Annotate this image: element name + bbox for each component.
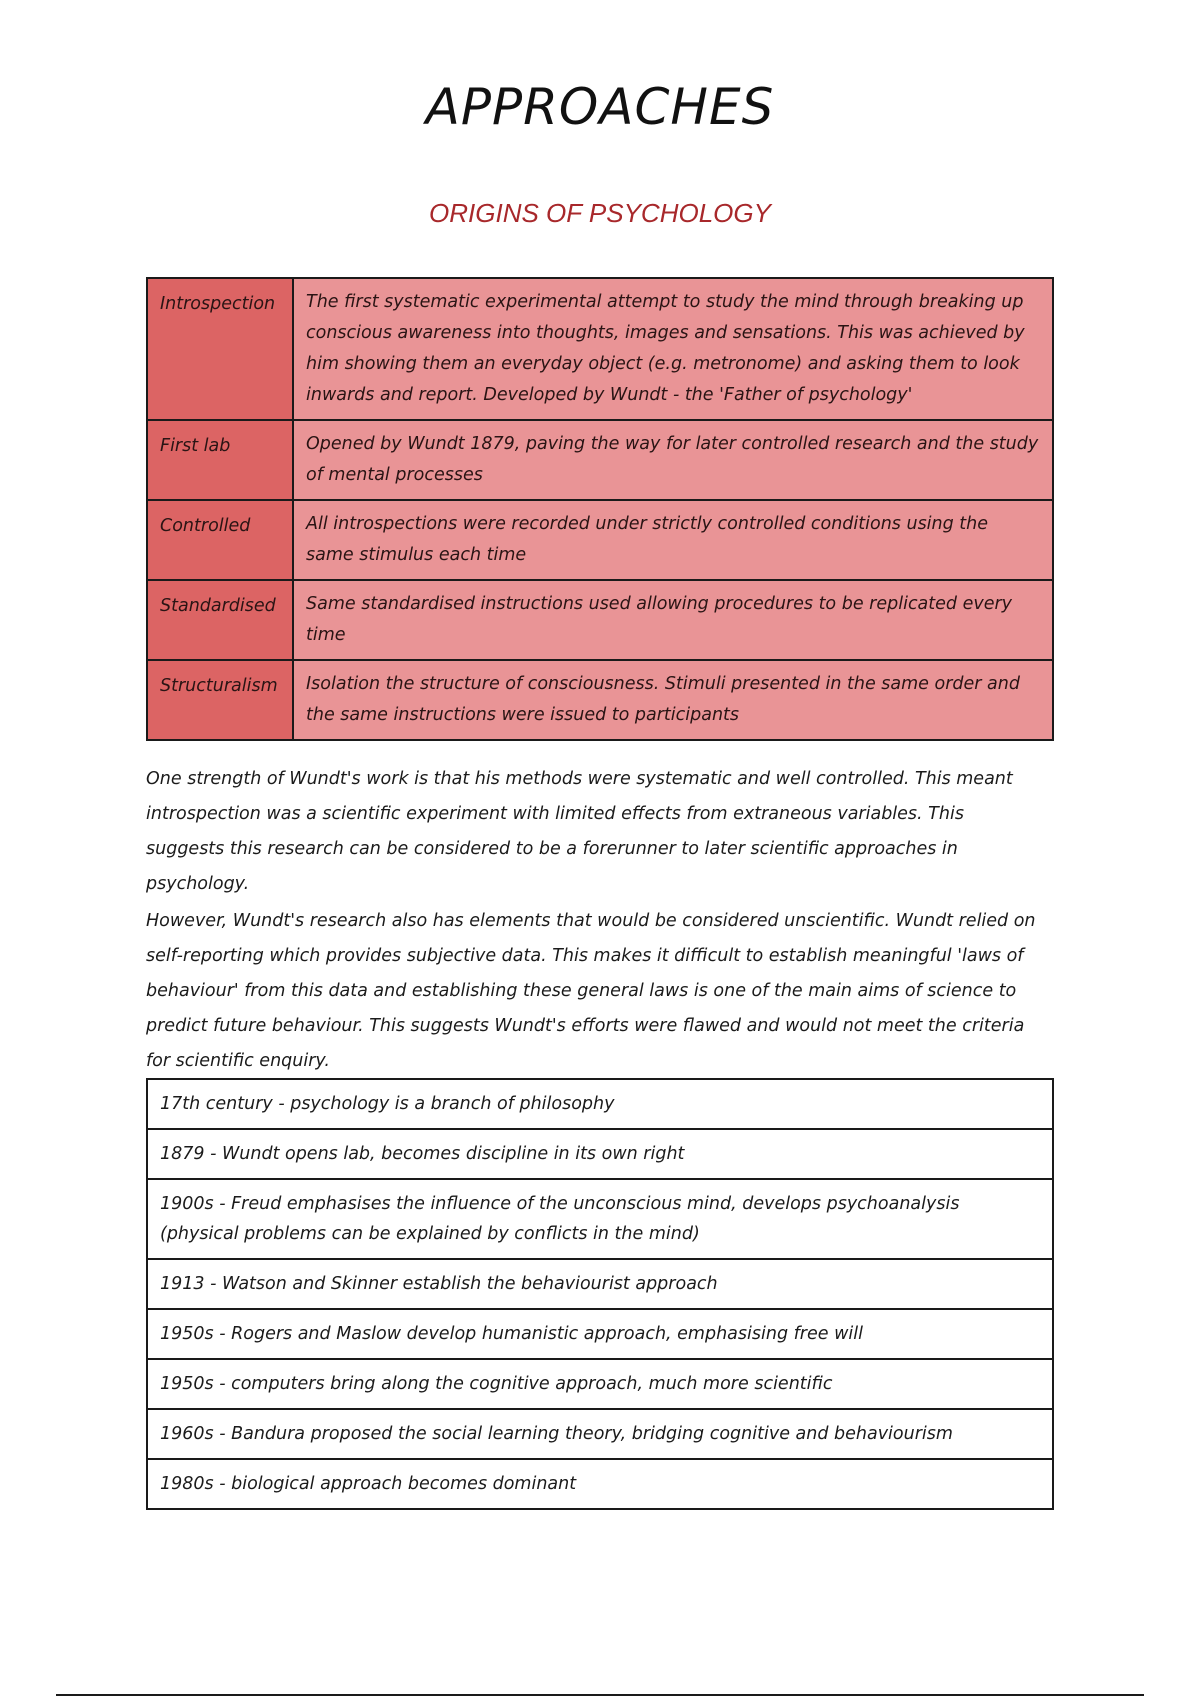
timeline-table	[146, 1078, 1054, 1510]
page-title: APPROACHES	[425, 78, 775, 136]
timeline-entry: 1960s - Bandura proposed the social learning theory, bridging cognitive and behaviourism	[147, 1409, 1053, 1459]
timeline-entry: 1950s - computers bring along the cognitive approach, much more scientific	[147, 1359, 1053, 1409]
timeline-entry: 1879 - Wundt opens lab, becomes discipline in its own right	[147, 1129, 1053, 1179]
timeline-entry: 1900s - Freud emphasises the influence of the unconscious mind, develops psychoanalysis (physical problems can be explained by conflicts in the mind)	[147, 1179, 1053, 1259]
term-cell: Structuralism	[147, 660, 293, 740]
description-cell: All introspections were recorded under strictly controlled conditions using the same stimulus each time	[293, 500, 1053, 580]
description-cell: The first systematic experimental attempt to study the mind through breaking up conscious awareness into thoughts, images and sensations. This was achieved by him showing them an everyday object (e.g. metronome) and asking them to look inwards and report. Developed by Wundt - the 'Father of psychology'	[293, 278, 1053, 420]
term-cell: Standardised	[147, 580, 293, 660]
timeline-entry: 1950s - Rogers and Maslow develop humanistic approach, emphasising free will	[147, 1309, 1053, 1359]
table-row	[147, 1309, 1053, 1359]
timeline-entry: 1980s - biological approach becomes dominant	[147, 1459, 1053, 1509]
timeline-entry: 1913 - Watson and Skinner establish the behaviourist approach	[147, 1259, 1053, 1309]
table-row	[147, 1409, 1053, 1459]
bottom-divider	[56, 1694, 1144, 1696]
weakness-paragraph: However, Wundt's research also has elements that would be considered unscientific. Wundt relied on self-reporting which provides subjective data. This makes it difficult to establish meaningful 'laws of behaviour' from this data and establishing these general laws is one of the main aims of science to predict future behaviour. This suggests Wundt's efforts were flawed and would not meet the criteria for scientific enquiry.	[146, 911, 1036, 1071]
description-cell: Isolation the structure of consciousness. Stimuli presented in the same order and the same instructions were issued to participants	[293, 660, 1053, 740]
table-row	[147, 660, 1053, 740]
table-row	[147, 1179, 1053, 1259]
table-row	[147, 1459, 1053, 1509]
table-row	[147, 1129, 1053, 1179]
term-cell: Introspection	[147, 278, 293, 420]
table-row	[147, 500, 1053, 580]
table-row	[147, 1079, 1053, 1129]
table-row	[147, 1259, 1053, 1309]
description-cell: Same standardised instructions used allowing procedures to be replicated every time	[293, 580, 1053, 660]
table-row	[147, 580, 1053, 660]
section-subtitle: ORIGINS OF PSYCHOLOGY	[429, 198, 771, 228]
table-row	[147, 1359, 1053, 1409]
timeline-entry: 17th century - psychology is a branch of philosophy	[147, 1079, 1053, 1129]
table-row	[147, 278, 1053, 420]
table-row	[147, 420, 1053, 500]
description-cell: Opened by Wundt 1879, paving the way for later controlled research and the study of mental processes	[293, 420, 1053, 500]
strength-paragraph: One strength of Wundt's work is that his methods were systematic and well controlled. This meant introspection was a scientific experiment with limited effects from extraneous variables. This suggests this research can be considered to be a forerunner to later scientific approaches in psychology.	[146, 769, 1013, 894]
definitions-table	[146, 277, 1054, 741]
term-cell: First lab	[147, 420, 293, 500]
term-cell: Controlled	[147, 500, 293, 580]
